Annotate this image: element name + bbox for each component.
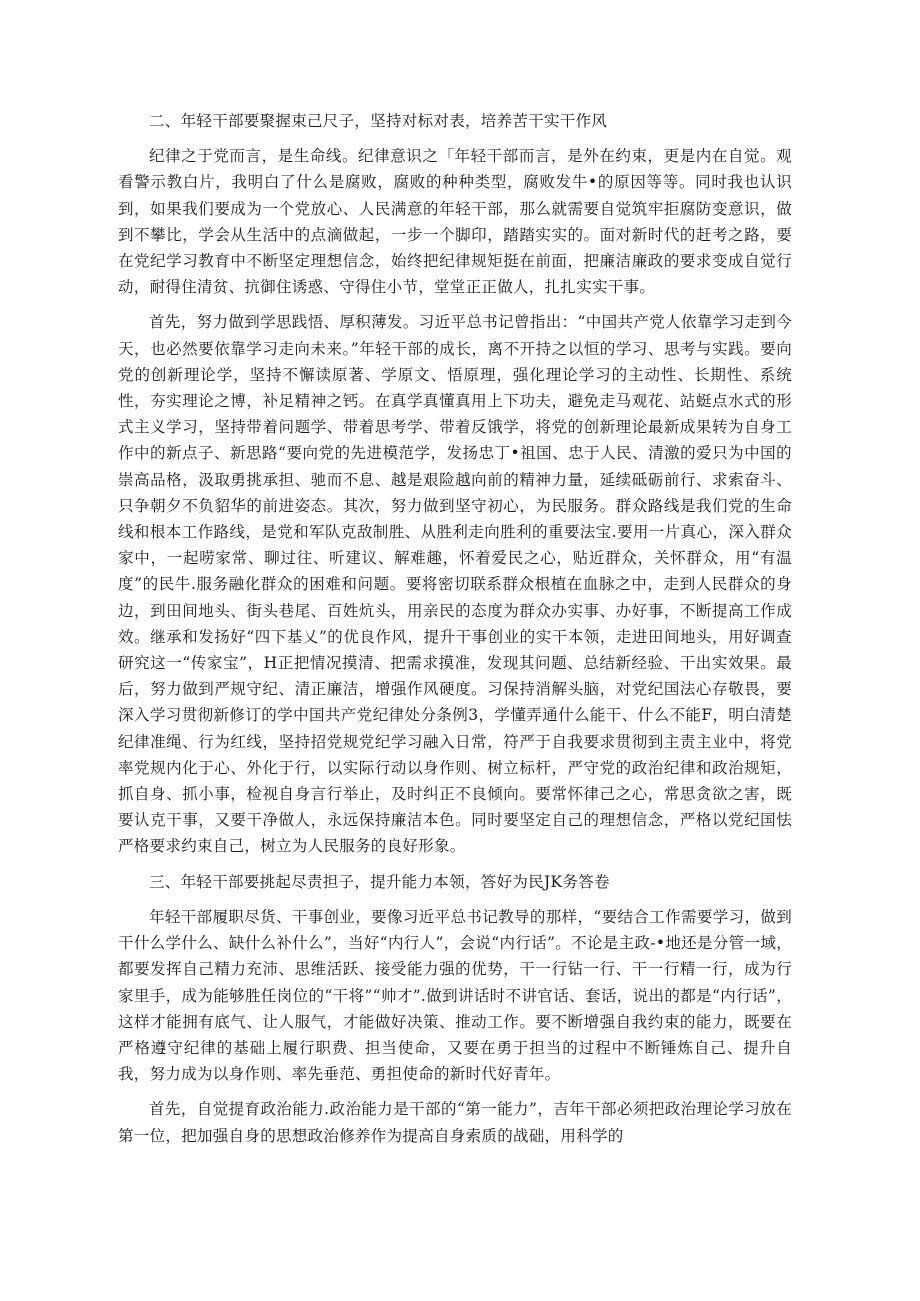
document-page [118, 108, 792, 1158]
paragraph-discipline: 纪律之于党而言，是生命线。纪律意识之「年轻干部而言，是外在约束，更是内在自觉。观看警示教白片，我明白了什么是腐败，腐败的种种类型，腐败发牛•的原因等等。同时我也认识到，如果我们要成为一个党放心、人民满意的年轻干部，那么就需要自觉筑牢拒腐防变意识，做到不攀比，学会从生活中的点滴做起，一步一个脚印，踏踏实实的。面对新时代的赶考之路，要在党纪学习教育中不断坚定理想信念，始终把纪律规矩挺在前面，把廉洁廉政的要求变成自觉行动，耐得住清贫、抗御住诱惑、守得住小节，堂堂正正做人，扎扎实实干事。 [118, 147, 792, 297]
section-heading-three: 三、年轻干部要挑起尽责担子，提升能力本领，答好为民JK务答卷 [149, 872, 610, 891]
paragraph-political-ability: 首先，自觉提育政治能力.政治能力是干部的“第一能力”，吉年干部必须把政治理论学习放在第一位，把加强自身的思想政治修养作为提高自身索质的战础，用科学的 [118, 1100, 792, 1145]
section-heading-two: 二、年轻干部要聚握束己尺子，坚持对标对表，培养苦干实干作风 [149, 112, 608, 130]
paragraph-first-second-last: 首先，努力做到学思践悟、厚积薄发。习近平总书记曾指出：“中国共产党人依靠学习走到今天，也必然要依靠学习走向未来。”年轻干部的成长，离不开持之以恒的学习、思考与实践。要向党的创新理论学，坚持不懈读原著、学原文、悟原理，强化理论学习的主动性、长期性、系统性，夯实理论之博，补足精神之钙。在真学真懂真用上下功夫，避免走马观花、站蜓点水式的形式主义学习，坚持带着问题学、带着思考学、带着反饿学，将党的创新理论最新成果转为自身工作中的新点子、新思路“要向党的先进模范学，发扬忠丁•祖国、忠于人民、清激的爱只为中国的崇高品格，汲取勇挑承担、驰而不息、越是艰险越向前的精神力量，延续砥砺前行、求索奋斗、只争朝夕不负貂华的前进姿态。其次，努力做到坚守初心，为民服务。群众路线是我们党的生命线和根本工作路线，是党和军队克敌制胜、从胜利走向胜利的重要法宝.要用一片真心，深入群众家中，一起唠家常、聊过往、听建议、解难趣，怀着爱民之心，贴近群众，关怀群众，用“有温度”的民牛.服务融化群众的困难和问题。要将密切联系群众根植在血脉之中，走到人民群众的身边，到田间地头、街头巷尾、百姓炕头，用亲民的态度为群众办实事、办好事，不断提高工作成效。继承和发扬好“四下基乂”的优良作风，提升干事创业的实干本领，走进田间地头，用好调查研究这一“传家宝”，H正把情况摸清、把需求摸准，发现其问题、总结新经验、干出实效果。最后，努力做到严规守纪、清正廉洁，增强作风硬度。习保持消解头脑，对党纪国法心存敬畏，要深入学习贯彻新修订的学中国共产党纪律处分条例3，学懂弄通什么能干、什么不能F，明白清楚纪律准绳、行为红线，坚持招党规党纪学习融入日常，符严于自我要求贯彻到主责主业中，将党率党规内化于心、外化于行，以实际行动以身作则、树立标杆，严守党的政治纪律和政治规矩，抓自身、抓小事，检视自身言行举止，及时纠正不良倾向。要常怀律己之心，常思贪欲之害，既要认克干事，又要干净做人，永远保持廉洁本色。同时要坚定自己的理想信念，严格以党纪国怯严格要求约束自己，树立为人民服务的良好形象。 [118, 313, 792, 856]
paragraph-duty: 年轻干部履职尽货、干事创业，要像习近平总书记教导的那样，“要结合工作需要学习，做到干什么学什么、缺什么补什么”，当好“内行人”，会说“内行话”。不论是主政-•地还是分管一域，都要发挥自己精力充沛、思维活跃、接受能力强的优势，干一行钻一行、干一行精一行，成为行家里手，成为能够胜任岗位的“干将”“帅才”.做到讲话时不讲官话、套话，说出的都是“内行话”，这样才能拥有底气、让人服气，才能做好决策、推动工作。要不断增强自我约束的能力，既要在严格遵守纪律的基础上履行职费、担当使命，又要在勇于担当的过程中不断锤炼自己、提升自我，努力成为以身作则、率先垂范、勇担使命的新时代好青年。 [118, 907, 792, 1084]
